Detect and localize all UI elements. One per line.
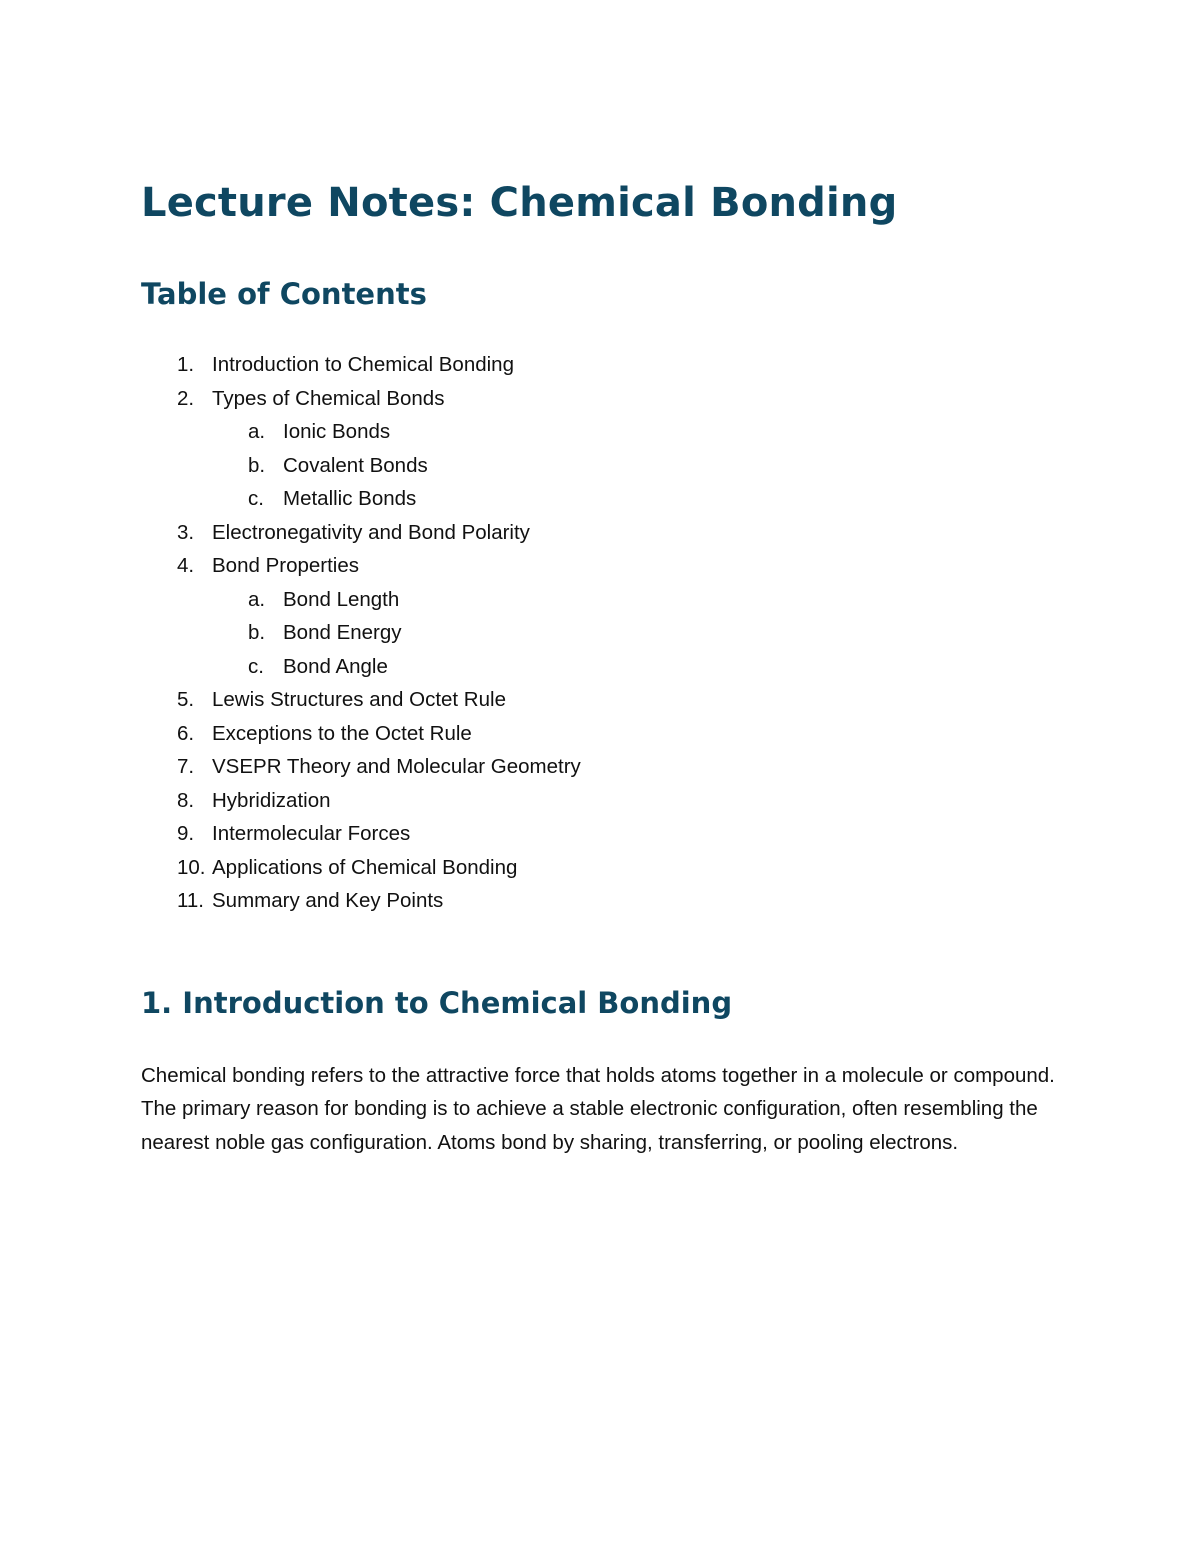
document-title: Lecture Notes: Chemical Bonding [141, 180, 898, 226]
toc-item-label: Introduction to Chemical Bonding [212, 353, 514, 376]
toc-item-intermolecular-forces [0, 817, 1200, 851]
toc-item-label: Bond Properties [212, 554, 360, 577]
toc-item-number: 5. [177, 688, 195, 711]
toc-item-label: Bond Length [283, 587, 400, 611]
toc-item-label: Covalent Bonds [283, 453, 428, 477]
toc-item-electronegativity [0, 516, 1200, 550]
toc-item-number: b. [248, 453, 266, 477]
toc-item-bond-properties [0, 549, 1200, 583]
section-heading-introduction: 1. Introduction to Chemical Bonding [141, 986, 733, 1020]
toc-item-label: Electronegativity and Bond Polarity [212, 520, 530, 544]
toc-item-number: a. [248, 420, 266, 443]
toc-item-label: Lewis Structures and Octet Rule [212, 688, 506, 711]
toc-item-label: Bond Angle [283, 654, 388, 678]
introduction-paragraph: Chemical bonding refers to the attractive force that holds atoms together in a molecule or compound. The primary reason for bonding is to achieve a stable electronic configuration, often resembling the nearest noble gas configuration. Atoms bond by sharing, transferring, or pooling electrons. [141, 1064, 1055, 1154]
toc-item-applications [0, 851, 1200, 885]
toc-subitem-metallic-bonds [0, 482, 1200, 516]
toc-item-number: 2. [177, 386, 195, 410]
toc-item-number: 9. [177, 822, 195, 845]
toc-subitem-bond-length [0, 583, 1200, 617]
toc-item-label: Metallic Bonds [283, 487, 417, 510]
toc-item-number: 11. [177, 889, 204, 912]
toc-item-label: Bond Energy [283, 621, 402, 644]
toc-item-number: 7. [177, 755, 195, 778]
toc-subitem-ionic-bonds [0, 415, 1200, 449]
toc-item-label: VSEPR Theory and Molecular Geometry [212, 755, 581, 778]
toc-item-lewis-structures [0, 683, 1200, 717]
toc-item-number: 6. [177, 721, 195, 745]
toc-item-number: 8. [177, 788, 195, 812]
table-of-contents [0, 348, 1200, 918]
toc-item-introduction [0, 348, 1200, 382]
toc-item-number: 1. [177, 353, 195, 376]
toc-subitem-bond-angle [0, 650, 1200, 684]
toc-item-label: Exceptions to the Octet Rule [212, 721, 472, 745]
toc-item-label: Applications of Chemical Bonding [212, 855, 518, 879]
toc-item-number: a. [248, 587, 266, 611]
toc-item-number: 10. [177, 855, 206, 879]
toc-item-number: b. [248, 621, 266, 644]
toc-item-label: Intermolecular Forces [212, 822, 411, 845]
toc-item-vsepr [0, 750, 1200, 784]
toc-item-octet-exceptions [0, 717, 1200, 751]
toc-item-label: Hybridization [212, 788, 331, 812]
toc-subitem-covalent-bonds [0, 449, 1200, 483]
toc-item-label: Ionic Bonds [283, 420, 391, 443]
toc-item-label: Summary and Key Points [212, 889, 444, 912]
toc-item-number: c. [248, 654, 264, 678]
toc-heading: Table of Contents [141, 277, 427, 311]
toc-subitem-bond-energy [0, 616, 1200, 650]
toc-item-summary [0, 884, 1200, 918]
toc-item-number: 4. [177, 554, 195, 577]
toc-item-number: c. [248, 487, 264, 510]
toc-item-label: Types of Chemical Bonds [212, 386, 445, 410]
toc-item-number: 3. [177, 520, 195, 544]
toc-item-hybridization [0, 784, 1200, 818]
toc-item-types-of-bonds [0, 382, 1200, 416]
